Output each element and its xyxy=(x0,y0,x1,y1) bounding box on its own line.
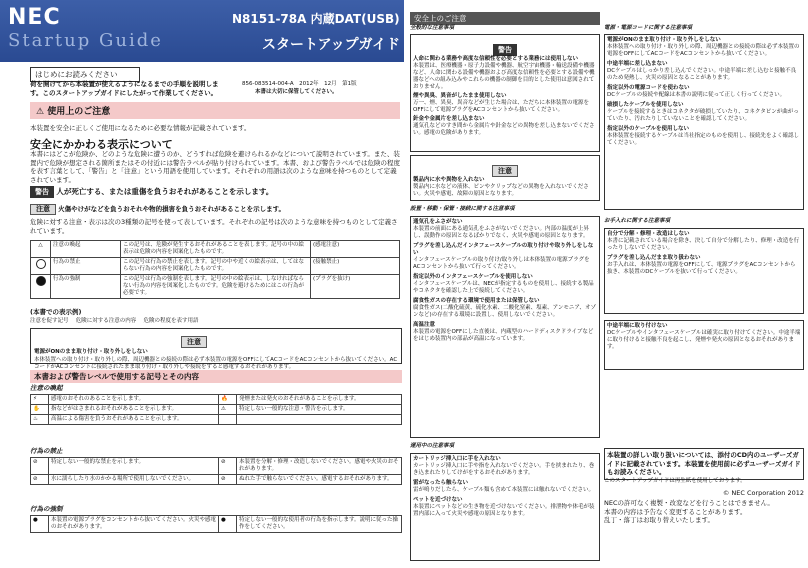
item-title: 針金や金属片を差し込まない xyxy=(413,116,485,122)
item-title: プラグを差し込んだインタフェースケーブルの取り付けや取り外しをしない xyxy=(413,243,594,256)
warning-definition xyxy=(30,186,402,198)
nec-logo: NEC xyxy=(8,5,61,30)
caution-icon: ⚠ xyxy=(219,405,237,415)
item-title: 人命に関わる業務や高度な信頼性を必要とする業務には使用しない xyxy=(413,56,579,62)
item-title: ペットを近づけない xyxy=(413,497,463,503)
safety-heading: 安全にかかわる表示について xyxy=(30,138,173,151)
mark-desc: 指などがはさまれるおそれがあることを示します。 xyxy=(49,405,219,415)
fire-icon: 🔥 xyxy=(219,395,237,405)
legal-line: 乱丁・落丁はお取り替えいたします。 xyxy=(604,516,714,524)
item-body: 本体装置を接続するケーブルは当社指定のものを使用し、接続先をよく確認してください。 xyxy=(607,133,800,146)
col3-install-box xyxy=(410,216,600,438)
force-marks-table xyxy=(30,515,402,533)
col3-operation-box xyxy=(410,453,600,561)
warning-triangle-icon: ⚠ xyxy=(36,107,45,117)
col4-sub1: 電源・電源コードに関する注意事項 xyxy=(604,25,693,31)
shock-icon: ⚡ xyxy=(31,395,49,405)
symbol-desc: この記号は行為の禁止を表します。記号の中や近くの絵表示は、してはならない行為の内容を図案化したものです。 xyxy=(121,258,311,275)
example-label-row xyxy=(181,329,401,348)
example-label: 注意 xyxy=(181,336,207,348)
mark-desc: 特定しない一般的な禁止を示します。 xyxy=(49,458,219,475)
col3-caution-box xyxy=(410,155,600,201)
mark-desc: 本装置の電源プラグをコンセントから抜いてください。火災や感電のおそれがあります。 xyxy=(49,516,219,533)
safety-bar-label: 使用上のご注意 xyxy=(47,107,111,117)
startup-guide-label: Startup Guide xyxy=(8,30,163,51)
item-title: 腐食性ガスの存在する環境で使用または保管しない xyxy=(413,298,540,304)
doc-number: 856-083514-004-A 2012年 12月 第1版 xyxy=(242,81,357,87)
item-body: 本書に記載されている場合を除き、決して自分で分解したり、修理・改造を行ったりしないでください。 xyxy=(607,238,800,251)
legal-notes xyxy=(604,499,804,525)
item-title: 中途半端に取り付けない xyxy=(607,323,668,329)
item-title: 指定以外の電源コードを使わない xyxy=(607,85,690,91)
prohibit-icon: ⊘ xyxy=(31,458,49,475)
example-col: 危険に対する注意の内容 xyxy=(75,318,137,324)
read-first-box: はじめにお読みください xyxy=(30,67,140,82)
unplug-icon: ● xyxy=(31,516,49,533)
caution-triangle-icon: △ xyxy=(38,242,43,248)
mark-desc: 特定しない一般的な注意・警告を示します。 xyxy=(237,405,402,415)
col3-sub1: 全般的な注意事項 xyxy=(410,25,455,31)
item-body: 通気孔などのすき間から金属片や針金などの異物を差し込まないでください。感電の危険があります。 xyxy=(413,123,595,136)
col4-care-box xyxy=(604,228,804,314)
item-title: 製品内に水や異物を入れない xyxy=(413,177,485,183)
item-title: 破損したケーブルを使用しない xyxy=(607,102,684,108)
item-body: お手入れは、本体装置の電源をOFFにして、電源プラグをACコンセントから抜き、本装置のDCケーブルを抜いて行ってください。 xyxy=(607,262,796,275)
item-body: ケーブルを接続するときはコネクタが破損していたり、コネクタピンが曲がっていたり、汚れたりしていないことを確認してください。 xyxy=(607,109,799,122)
legal-line: NECの許可なく複製・改変などを行うことはできません。 xyxy=(604,499,774,507)
example-title: (本書での表示例) xyxy=(30,308,82,316)
mandatory-dot-icon xyxy=(36,276,46,286)
col3-warning-box xyxy=(410,34,600,152)
col3-bar: 安全上のご注意 xyxy=(410,12,600,25)
caution-label: 注意 xyxy=(492,165,518,177)
instruction-icon: ● xyxy=(219,516,237,533)
symbols-table xyxy=(30,240,400,299)
item-title: カートリッジ挿入口に手を入れない xyxy=(413,456,501,462)
item-title: 中途半端に差し込まない xyxy=(607,61,668,67)
item-title: 指定以外のインタフェースケーブルを使用しない xyxy=(413,274,533,280)
header-banner xyxy=(0,0,404,62)
symbol-desc: この記号は行為の強制を表します。記号の中の絵表示は、しなければならない行為の内容を図案化したものです。危険を避けるためにはこの行為が必要です。 xyxy=(121,275,311,299)
symbols-intro: 危険に対する注意・表示は次の3種類の記号を使って表しています。それぞれの記号は次のような意味を持つものとして定義されています。 xyxy=(30,218,398,235)
item-body: DCケーブルの接続や配線は本書の説明に従って正しく行ってください。 xyxy=(607,92,786,98)
item-body: カートリッジ挿入口に手や指を入れないでください。手を挟まれたり、巻き込まれたりしてけがをするおそれがあります。 xyxy=(413,463,595,476)
item-title: 高温注意 xyxy=(413,322,436,328)
item-body: インタフェースケーブルの取り付け/取り外しは本体装置の電源プラグをACコンセントから抜いて行ってください。 xyxy=(413,257,590,270)
symbol-example: (プラグを抜け) xyxy=(311,275,400,299)
recycled-note: このスタートアップガイドは再生紙を使用しております。 xyxy=(604,478,746,484)
safety-paragraph: 本書にはどこが危険か、どのような危険に遭うのか、どうすれば危険を避けられるかなどについて説明されています。また、装置内で危険が想定される箇所またはその付近には警告ラベルが貼り付けられています。本書、および警告ラベルでは危険の程度を表す言葉として、「警告」と「注意」という用語を使用しています。それぞれの用語は次のような意味を持つものとして定義されています。 xyxy=(30,150,400,184)
safety-lead: 本装置を安全に正しくご使用になるために必要な情報が記載されています。 xyxy=(30,124,251,132)
mark-desc: 水に濡らしたり水のかかる場所で使用しないでください。 xyxy=(49,475,219,485)
no-disassemble-icon: ⊘ xyxy=(219,458,237,475)
caution-definition xyxy=(30,204,402,215)
safety-bar xyxy=(30,102,400,119)
example-col: 危険の程度を表す用語 xyxy=(143,318,199,324)
example-box xyxy=(30,328,402,370)
table-row xyxy=(31,475,402,485)
example-col: 注意を促す記号 xyxy=(30,318,69,324)
item-body: 本装置は、医療機器・原子力設備や機器、航空宇宙機器・輸送設備や機器など、人命に関わる設備や機器および高度な信頼性を必要とする設備や機器などへの組み込みやこれらの機器の制御を目的とした使用は意図されておりません。 xyxy=(413,63,595,90)
caution-text: 火傷やけがなどを負うおそれや物的損害を負うおそれがあることを示します。 xyxy=(58,205,286,213)
symbol-desc: この記号は、危険が発生するおそれがあることを表します。記号の中の絵表示は危険の内容を図案化したものです。 xyxy=(121,241,311,258)
table-row xyxy=(31,458,402,475)
symbol-name: 注意の喚起 xyxy=(51,241,121,258)
item-body: 本装置の電源をOFFにした直後は、内蔵型のハードディスクドライブなどをはじめ装置内の部品が高温になっています。 xyxy=(413,329,594,342)
table-row xyxy=(31,516,402,533)
ban-marks-table xyxy=(30,457,402,485)
pinch-icon: ✋ xyxy=(31,405,49,415)
item-body: 本装置にペットなどの生き物を近づけないでください。排泄物や体毛が装置内部に入って火災や感電の原因となります。 xyxy=(413,504,595,517)
users-guide-note: 本装置の詳しい取り扱いについては、添付のCD内のユーザーズガイドに記載されています。本装置を使用前に必ずユーザーズガイドもお読みください。 xyxy=(604,448,804,480)
example-body: 本体装置への取り付け・取り外しの際、周辺機器との接続の際は必ず本装置の電源をOFFにしてACコードをACコンセントから抜いてください。ACコードがACコンセントに接続されたまま取り付け・取り外しや接続をすると感電するおそれがあります。 xyxy=(34,357,398,370)
item-body: 本体装置への取り付け・取り外しの際、周辺機器との接続の際は必ず本装置の電源をOFFにしてACコードをACコンセントから抜いてください。 xyxy=(607,44,800,57)
mark-desc: 感電のおそれのあることを示します。 xyxy=(49,395,219,405)
col3-sub2: 設置・移動・保管・接続に関する注意事項 xyxy=(410,206,515,212)
table-row xyxy=(31,275,400,299)
symbol-example: (接触禁止) xyxy=(311,258,400,275)
copyright: © NEC Corporation 2012 xyxy=(722,489,804,497)
caution-title: 注意の喚起 xyxy=(30,384,63,392)
item-title: 通気孔をふさがない xyxy=(413,219,463,225)
item-body: 雷が鳴りだしたら、ケーブル類も含めて本装置には触れないでください。 xyxy=(413,487,595,493)
col4-caution-box xyxy=(604,320,804,370)
symbol-example: (感電注意) xyxy=(311,241,400,258)
item-body: DCケーブルやインタフェースケーブルは確実に取り付けてください。中途半端に取り付けると接触不良を起こし、発煙や発火の原因となるおそれがあります。 xyxy=(607,330,801,350)
mark-desc: 本装置を分解・修理・改造しないでください。感電や火災のおそれがあります。 xyxy=(237,458,402,475)
mark-desc: 特定しない一般的な使用者の行為を指示します。説明に従った操作をしてください。 xyxy=(237,516,402,533)
caution-label: 注意 xyxy=(30,204,56,215)
item-title: 電源がONのまま取り付け・取り外しをしない xyxy=(607,37,721,43)
item-body: インタフェースケーブルは、NECが指定するものを使用し、接続する製品やコネクタを確認した上で接続してください。 xyxy=(413,281,594,294)
no-wet-hand-icon: ⊘ xyxy=(219,475,237,485)
item-title: プラグを差し込んだまま取り扱わない xyxy=(607,255,701,261)
item-title: 煙や異臭、異音がしたまま使用しない xyxy=(413,93,507,99)
item-body: 製品内に水などの液体、ピンやクリップなどの異物を入れないでください。火災や感電、故障の原因となります。 xyxy=(413,184,589,197)
mark-desc: ぬれた手で触らないでください。感電するおそれがあります。 xyxy=(237,475,402,485)
warning-label: 警告 xyxy=(493,44,517,56)
warning-text: 人が死亡する、または重傷を負うおそれがあることを示します。 xyxy=(56,187,274,196)
table-row xyxy=(31,415,402,425)
guide-title: スタートアップガイド xyxy=(262,37,401,53)
example-head: 電源がONのまま取り付け・取り外しをしない xyxy=(34,349,148,355)
item-title: 自分で分解・修理・改造はしない xyxy=(607,231,690,237)
no-water-icon: ⊘ xyxy=(31,475,49,485)
model-name: N8151-78A 内蔵DAT(USB) xyxy=(232,12,400,26)
table-row xyxy=(31,395,402,405)
table-row xyxy=(31,241,400,258)
item-body: 腐食性ガス(二酸化硫黄、硫化水素、二酸化窒素、塩素、アンモニア、オゾンなど)の存在する環境に設置し、使用しないでください。 xyxy=(413,305,596,318)
table-row xyxy=(31,258,400,275)
marks-bar: 本書および警告レベルで使用する記号とその内容 xyxy=(30,370,402,383)
warning-label: 警告 xyxy=(30,186,54,198)
ban-title: 行為の禁止 xyxy=(30,447,63,455)
col4-sub2: お手入れに関する注意事項 xyxy=(604,218,671,224)
example-columns xyxy=(30,318,290,325)
col3-sub3: 運用中の注意事項 xyxy=(410,443,455,449)
mark-desc: 発煙または発火のおそれがあることを示します。 xyxy=(237,395,402,405)
caution-marks-table xyxy=(30,394,402,425)
symbol-name: 行為の禁止 xyxy=(51,258,121,275)
intro-text: 荷を開けてから本装置が使えるようになるまでの手順を説明します。このスタートアップガイドにしたがって作業してください。 xyxy=(30,80,219,97)
col4-power-box xyxy=(604,34,804,210)
item-title: 指定以外のケーブルを使用しない xyxy=(607,126,690,132)
heat-icon: ♨ xyxy=(31,415,49,425)
item-body: 万一、煙、異臭、異音などが生じた場合は、ただちに本体装置の電源をOFFにして電源プラグをACコンセントから抜いてください。 xyxy=(413,100,590,113)
legal-line: 本書の内容は予告なく変更することがあります。 xyxy=(604,507,747,516)
item-title: 雷がなったら触らない xyxy=(413,480,469,486)
mark-desc: 高温による傷害を負うおそれがあることを示します。 xyxy=(49,415,219,425)
symbol-name: 行為の強制 xyxy=(51,275,121,299)
force-title: 行為の強制 xyxy=(30,505,63,513)
table-row xyxy=(31,405,402,415)
item-body: 本装置の前面にある通気孔をふさがないでください。内部の温度が上昇し、誤動作の原因となるばかりでなく、火災や感電の原因となります。 xyxy=(413,226,590,239)
prohibition-circle-icon xyxy=(36,259,46,269)
doc-note: 本書は大切に保管してください。 xyxy=(255,89,338,95)
item-body: DCケーブルはしっかり差し込んでください。中途半端に差し込むと接触不良のため発熱し、火災の原因となることがあります。 xyxy=(607,68,797,81)
